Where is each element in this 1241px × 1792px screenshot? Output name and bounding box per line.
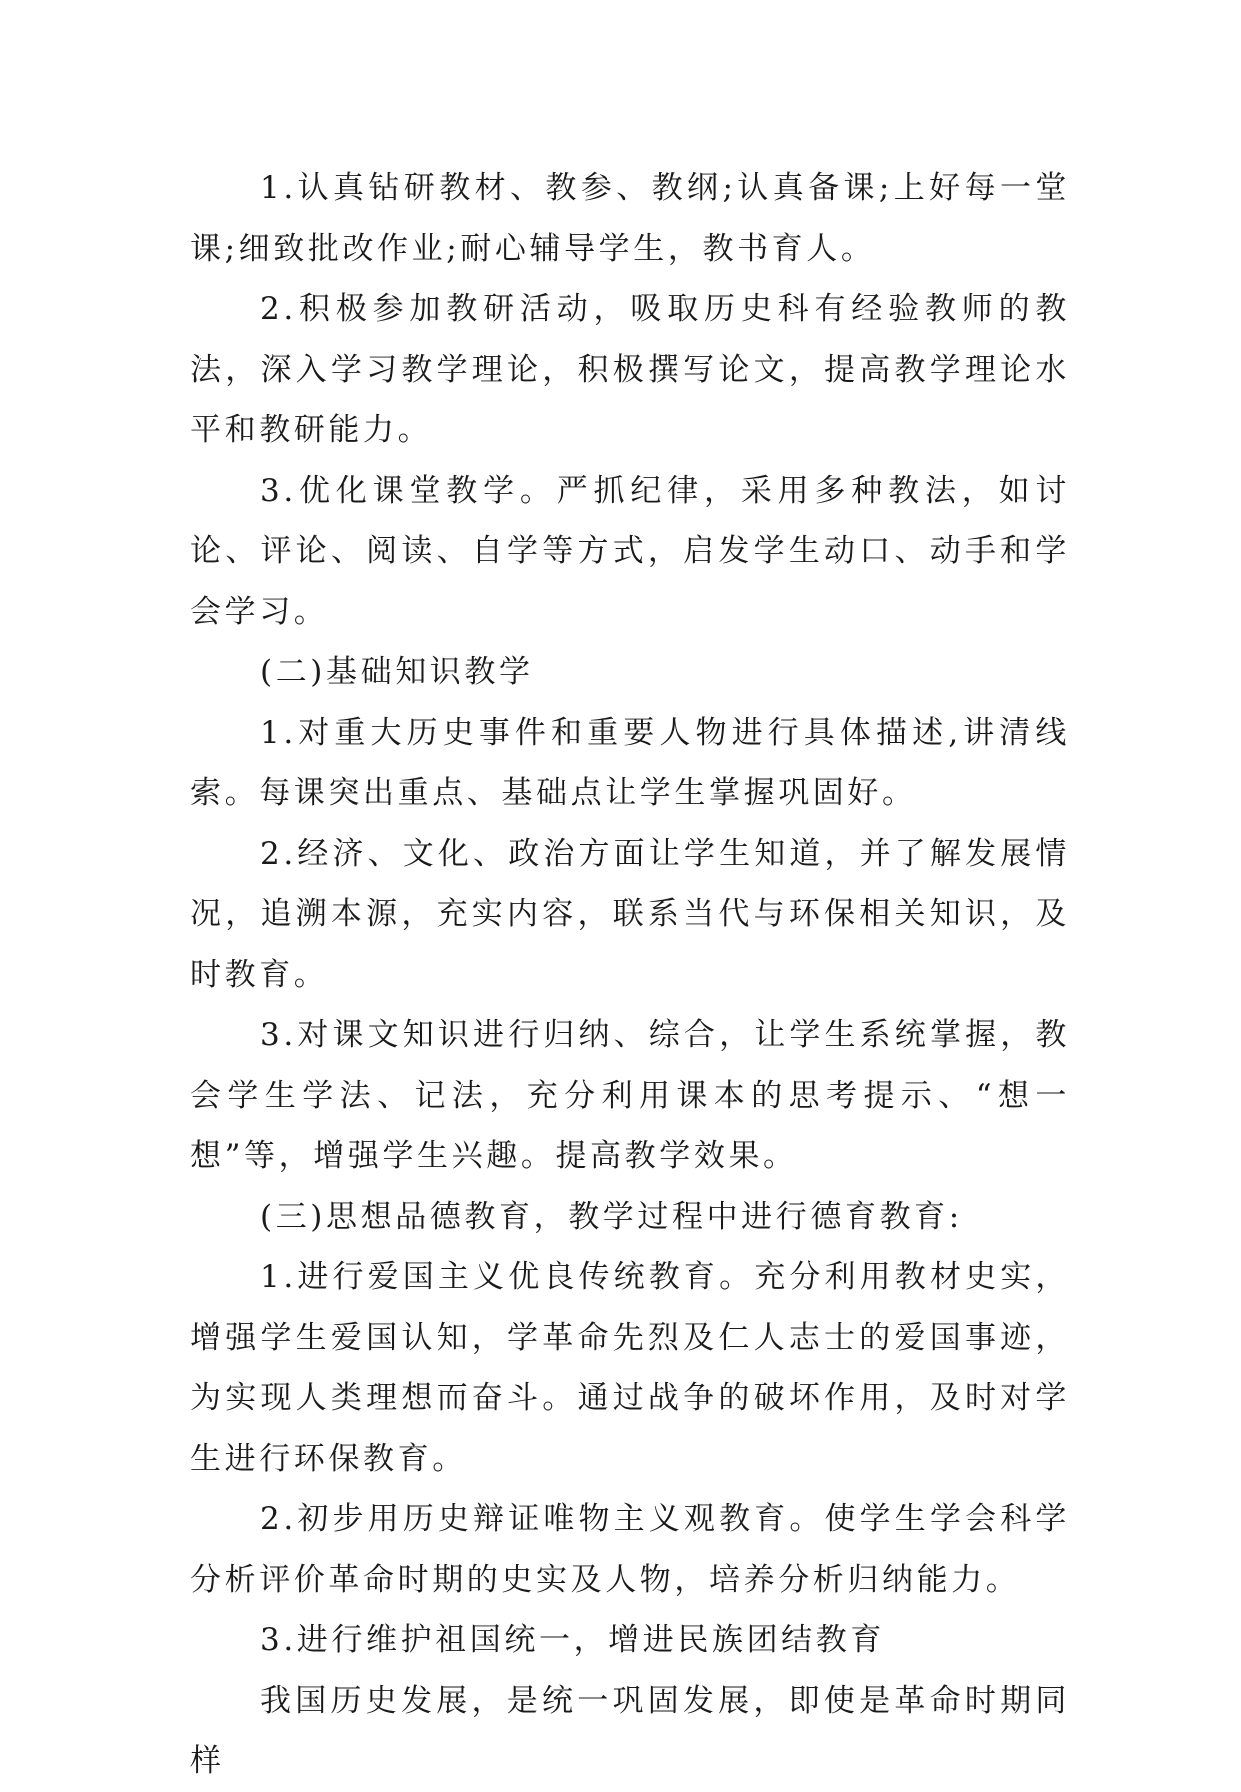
paragraph-economy-culture-politics: 2.经济、文化、政治方面让学生知道，并了解发展情况，追溯本源，充实内容，联系当代与环保相关知识，及时教育。 <box>190 835 1070 993</box>
paragraph-dialectical-materialism: 2.初步用历史辩证唯物主义观教育。使学生学会科学分析评价革命时期的史实及人物，培养分析归纳能力。 <box>190 1501 1070 1598</box>
paragraph-key-events: 1.对重大历史事件和重要人物进行具体描述,讲清线索。每课突出重点、基础点让学生掌握巩固好。 <box>190 714 1070 811</box>
paragraph-teaching-duties: 1.认真钻研教材、教参、教纲;认真备课;上好每一堂课;细致批改作业;耐心辅导学生，教书育人。 <box>190 170 1070 267</box>
paragraph-national-unity: 3.进行维护祖国统一，增进民族团结教育 <box>260 1622 885 1658</box>
paragraph-history-development: 我国历史发展，是统一巩固发展，即使是革命时期同样 <box>190 1682 1070 1779</box>
paragraph-patriotism: 1.进行爱国主义优良传统教育。充分利用教材史实，增强学生爱国认知，学革命先烈及仁人志士的爱国事迹，为实现人类理想而奋斗。通过战争的破坏作用，及时对学生进行环保教育。 <box>190 1259 1070 1477</box>
section-heading-moral-education: (三)思想品德教育，教学过程中进行德育教育: <box>260 1198 963 1235</box>
paragraph-teaching-research: 2.积极参加教研活动，吸取历史科有经验教师的教法，深入学习教学理论，积极撰写论文，提高教学理论水平和教研能力。 <box>190 291 1070 448</box>
paragraph-classroom-optimization: 3.优化课堂教学。严抓纪律，采用多种教法，如讨论、评论、阅读、自学等方式，启发学生动口、动手和学会学习。 <box>190 472 1070 630</box>
section-heading-basic-knowledge: (二)基础知识教学 <box>260 654 534 690</box>
paragraph-knowledge-summary: 3.对课文知识进行归纳、综合，让学生系统掌握，教会学生学法、记法，充分利用课本的思考提示、“想一想”等，增强学生兴趣。提高教学效果。 <box>190 1017 1070 1174</box>
document-body <box>190 158 1070 1792</box>
